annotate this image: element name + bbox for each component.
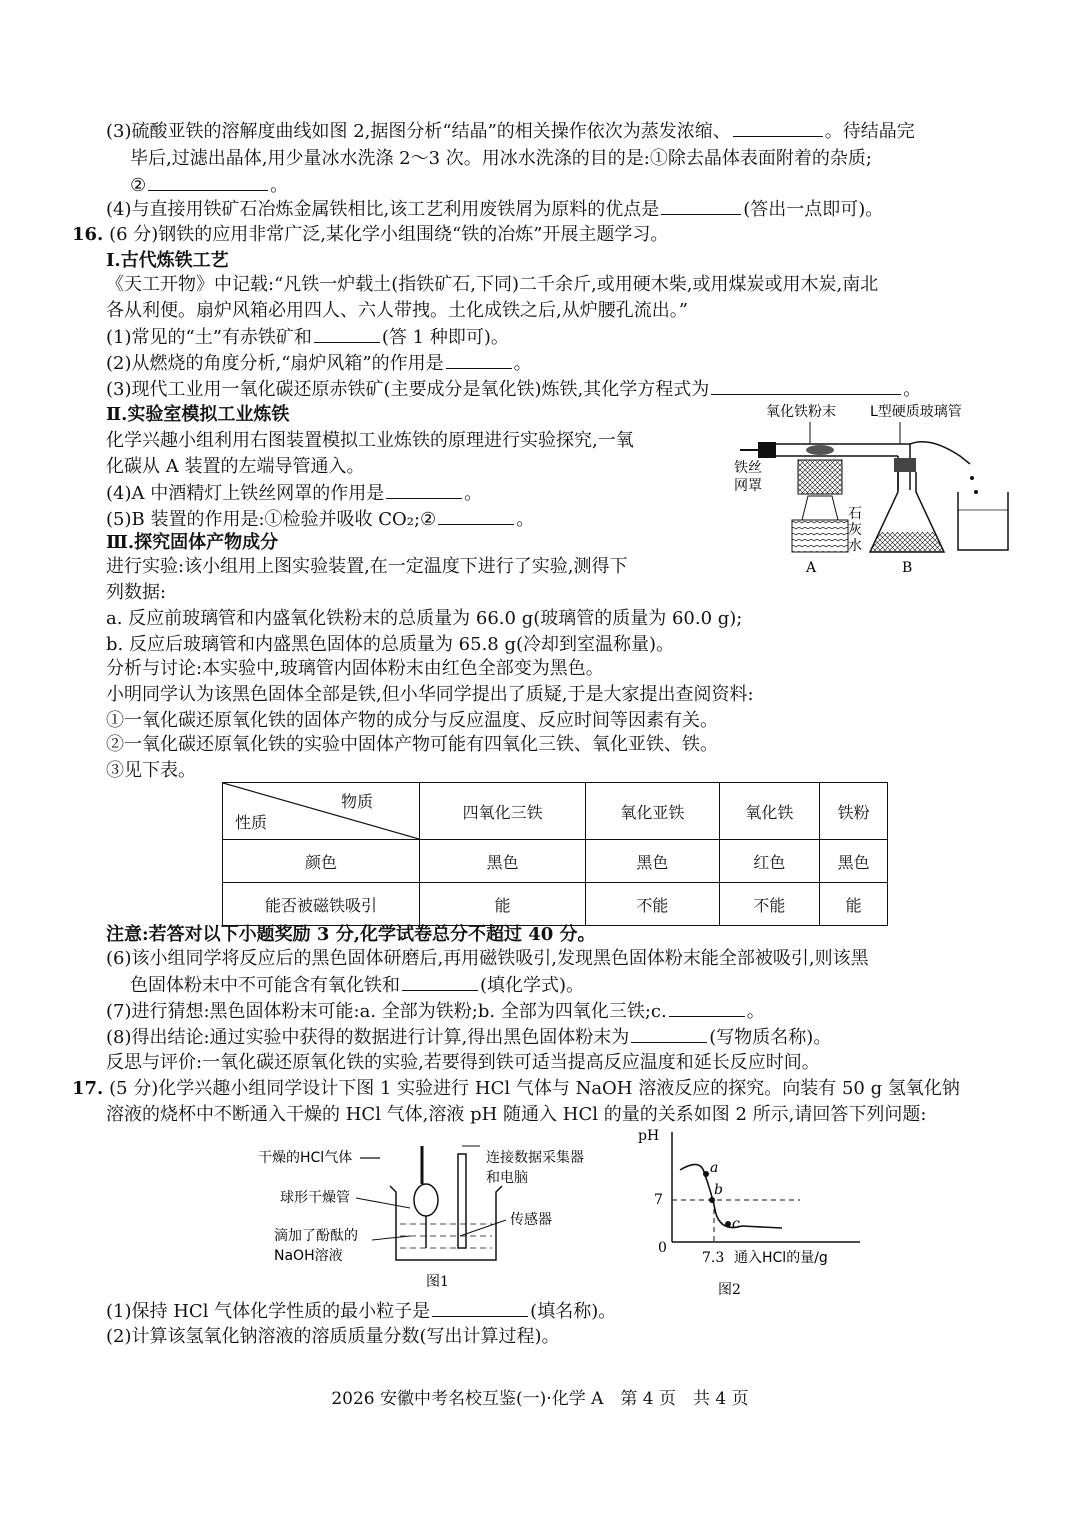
- q16-bonus-note: 注意:若答对以下小题奖励 3 分,化学试卷总分不超过 40 分。: [106, 924, 596, 945]
- blank-q16-3[interactable]: [711, 376, 901, 395]
- blank-q16-4[interactable]: [386, 480, 462, 499]
- q16-part-2: (2)从燃烧的角度分析,“扇炉风箱”的作用是 。: [106, 350, 532, 377]
- beaker-icon: [390, 1186, 502, 1260]
- blank-q16-8[interactable]: [631, 1024, 707, 1043]
- blank-q15-4[interactable]: [661, 196, 741, 215]
- q15-line-3c: ② 。: [130, 172, 288, 199]
- col-fe: 铁粉: [820, 783, 888, 840]
- q16-intro: 16. (6 分)钢铁的应用非常广泛,某化学小组围绕“铁的冶炼”开展主题学习。: [72, 224, 669, 245]
- label-solution-1: 滴加了酚酞的: [274, 1228, 358, 1244]
- q16-part-7: (7)进行猜想:黑色固体粉末可能:a. 全部为铁粉;b. 全部为四氧化三铁;c. 。: [106, 998, 765, 1025]
- point-a: [703, 1171, 709, 1177]
- q16-ref-1: ①一氧化碳还原氧化铁的固体产物的成分与反应温度、反应时间等因素有关。: [106, 710, 718, 731]
- q15-line-3b: 毕后,过滤出晶体,用少量冰水洗涤 2～3 次。用冰水洗涤的目的是:①除去晶体表面附着的杂质;: [130, 148, 872, 169]
- label-dryer: 球形干燥管: [280, 1190, 350, 1206]
- q16-data-b: b. 反应后玻璃管和内盛黑色固体的总质量为 65.8 g(冷却到室温称量)。: [106, 634, 675, 655]
- x-axis-label: 通入HCl的量/g: [734, 1250, 828, 1266]
- label-point-a: a: [710, 1160, 719, 1176]
- q16-run-1: 进行实验:该小组用上图实验装置,在一定温度下进行了实验,测得下: [106, 556, 628, 577]
- label-l-tube: L型硬质玻璃管: [870, 404, 962, 420]
- table-cell: 黑色: [820, 840, 888, 883]
- label-lime-1: 石: [848, 506, 862, 522]
- table-cell: 能: [420, 883, 586, 926]
- q16-analysis: 分析与讨论:本实验中,玻璃管内固体粉末由红色全部变为黑色。: [106, 658, 604, 679]
- q16-section-3: Ⅲ.探究固体产物成分: [106, 532, 279, 553]
- label-lime-3: 水: [848, 538, 862, 554]
- table-cell: 黑色: [586, 840, 719, 883]
- q15-line-4: (4)与直接用铁矿石冶炼金属铁相比,该工艺利用废铁屑为原料的优点是 (答出一点即可)。: [106, 196, 883, 223]
- table-cell: 能: [820, 883, 888, 926]
- label-dry-hcl: 干燥的HCl气体: [258, 1150, 353, 1166]
- beaker-icon: [958, 492, 1008, 550]
- q17-part-2: (2)计算该氢氧化钠溶液的溶质质量分数(写出计算过程)。: [106, 1326, 560, 1347]
- properties-table: [222, 782, 888, 926]
- col-fe3o4: 四氧化三铁: [420, 783, 586, 840]
- q15-line-3a: (3)硫酸亚铁的溶解度曲线如图 2,据图分析“结晶”的相关操作依次为蒸发浓缩、 。待结晶完: [106, 118, 915, 145]
- table-cell: 不能: [586, 883, 719, 926]
- blank-q15-3-1[interactable]: [733, 118, 823, 137]
- q16-ref-3: ③见下表。: [106, 760, 196, 781]
- label-iron-oxide-powder: 氧化铁粉末: [766, 404, 836, 420]
- q16-part-5: (5)B 装置的作用是:①检验并吸收 CO₂;② 。: [106, 506, 534, 533]
- header-property: 性质: [235, 813, 268, 832]
- figure-1: [250, 1136, 630, 1296]
- blank-q16-1[interactable]: [314, 324, 380, 343]
- q17-part-1: (1)保持 HCl 气体化学性质的最小粒子是 (填名称)。: [106, 1298, 616, 1325]
- q16-reflection: 反思与评价:一氧化碳还原氧化铁的实验,若要得到铁可适当提高反应温度和延长反应时间。: [106, 1052, 820, 1073]
- q16-part-8: (8)得出结论:通过实验中获得的数据进行计算,得出黑色固体粉末为 (写物质名称)。: [106, 1024, 831, 1051]
- wire-mesh-icon: [798, 460, 842, 494]
- label-collector-1: 连接数据采集器: [486, 1150, 584, 1166]
- blank-q16-5[interactable]: [438, 506, 514, 525]
- blank-q17-1[interactable]: [432, 1298, 528, 1317]
- col-fe2o3: 氧化铁: [719, 783, 820, 840]
- drying-tube-icon: [414, 1184, 438, 1216]
- table-header-row: [223, 783, 888, 840]
- y-axis-label: pH: [638, 1128, 660, 1144]
- q16-ref-2: ②一氧化碳还原氧化铁的实验中固体产物可能有四氧化三铁、氧化亚铁、铁。: [106, 734, 718, 755]
- q16-exp-2: 化碳从 A 装置的左端导管通入。: [106, 456, 365, 477]
- page-footer: 2026 安徽中考名校互鉴(一)·化学 A 第 4 页 共 4 页: [331, 1389, 749, 1409]
- blank-q15-3-2[interactable]: [148, 172, 268, 191]
- label-a: A: [806, 560, 817, 576]
- header-substance: 物质: [340, 792, 373, 811]
- label-b: B: [902, 560, 913, 576]
- ph-curve: [680, 1164, 782, 1228]
- x-tick-7-3: 7.3: [702, 1250, 725, 1266]
- table-cell: 黑色: [420, 840, 586, 883]
- point-c: [725, 1221, 731, 1227]
- table-cell: 红色: [719, 840, 820, 883]
- row-label-color: 颜色: [223, 840, 420, 883]
- apparatus-figure: [730, 400, 1020, 580]
- q16-part-1: (1)常见的“土”有赤铁矿和 (答 1 种即可)。: [106, 324, 509, 351]
- label-solution-2: NaOH溶液: [274, 1248, 343, 1264]
- alcohol-lamp-icon: [802, 496, 838, 520]
- table-row: [223, 840, 888, 883]
- q16-section-1: Ⅰ.古代炼铁工艺: [106, 250, 229, 271]
- q16-section-2: Ⅱ.实验室模拟工业炼铁: [106, 404, 290, 425]
- q16-quote-1: 《天工开物》中记载:“凡铁一炉载土(指铁矿石,下同)二千余斤,或用硬木柴,或用煤炭或用木炭,南北: [106, 274, 879, 295]
- table-cell: 不能: [719, 883, 820, 926]
- col-feo: 氧化亚铁: [586, 783, 719, 840]
- wood-block-icon: [792, 520, 848, 552]
- fig1-caption: 图1: [426, 1274, 449, 1290]
- label-mesh-1: 铁丝: [734, 460, 762, 476]
- label-point-c: c: [732, 1216, 740, 1232]
- q16-part-3: (3)现代工业用一氧化碳还原赤铁矿(主要成分是氧化铁)炼铁,其化学方程式为 。: [106, 376, 921, 403]
- y-tick-7: 7: [654, 1192, 663, 1208]
- diagonal-header-cell: [223, 783, 420, 840]
- figure-2-chart: [630, 1124, 870, 1304]
- q16-run-2: 列数据:: [106, 582, 167, 603]
- blank-q16-2[interactable]: [446, 350, 512, 369]
- stopper-icon: [758, 442, 776, 458]
- label-lime-2: 灰: [848, 522, 862, 538]
- flask-stopper-icon: [894, 458, 916, 472]
- q17-intro-2: 溶液的烧杯中不断通入干燥的 HCl 气体,溶液 pH 随通入 HCl 的量的关系如图 2 所示,请回答下列问题:: [106, 1104, 927, 1125]
- q16-xiaoming: 小明同学认为该黑色固体全部是铁,但小华同学提出了质疑,于是大家提出查阅资料:: [106, 684, 754, 705]
- origin-label: 0: [658, 1240, 667, 1256]
- label-collector-2: 和电脑: [486, 1170, 528, 1186]
- l-tube-icon: [776, 444, 910, 456]
- blank-q16-7[interactable]: [669, 998, 745, 1017]
- blank-q16-6[interactable]: [402, 972, 478, 991]
- q16-data-a: a. 反应前玻璃管和内盛氧化铁粉末的总质量为 66.0 g(玻璃管的质量为 60.0 g);: [106, 608, 743, 629]
- label-sensor: 传感器: [510, 1212, 552, 1228]
- label-point-b: b: [714, 1182, 723, 1198]
- label-mesh-2: 网罩: [734, 478, 762, 494]
- q16-part-4: (4)A 中酒精灯上铁丝网罩的作用是 。: [106, 480, 482, 507]
- q16-part-6a: (6)该小组同学将反应后的黑色固体研磨后,再用磁铁吸引,发现黑色固体粉末能全部被吸引,则该黑: [106, 948, 869, 969]
- q16-quote-2: 各从利便。扇炉风箱必用四人、六人带拽。土化成铁之后,从炉腰孔流出。”: [106, 300, 688, 321]
- table-row: [223, 883, 888, 926]
- fig2-caption: 图2: [718, 1282, 741, 1298]
- row-label-magnet: 能否被磁铁吸引: [223, 883, 420, 926]
- q16-exp-1: 化学兴趣小组利用右图装置模拟工业炼铁的原理进行实验探究,一氧: [106, 430, 634, 451]
- q16-part-6b: 色固体粉末中不可能含有氧化铁和 (填化学式)。: [130, 972, 584, 999]
- q17-intro-1: 17. (5 分)化学兴趣小组同学设计下图 1 实验进行 HCl 气体与 NaOH 溶液反应的探究。向装有 50 g 氢氧化钠: [72, 1078, 960, 1099]
